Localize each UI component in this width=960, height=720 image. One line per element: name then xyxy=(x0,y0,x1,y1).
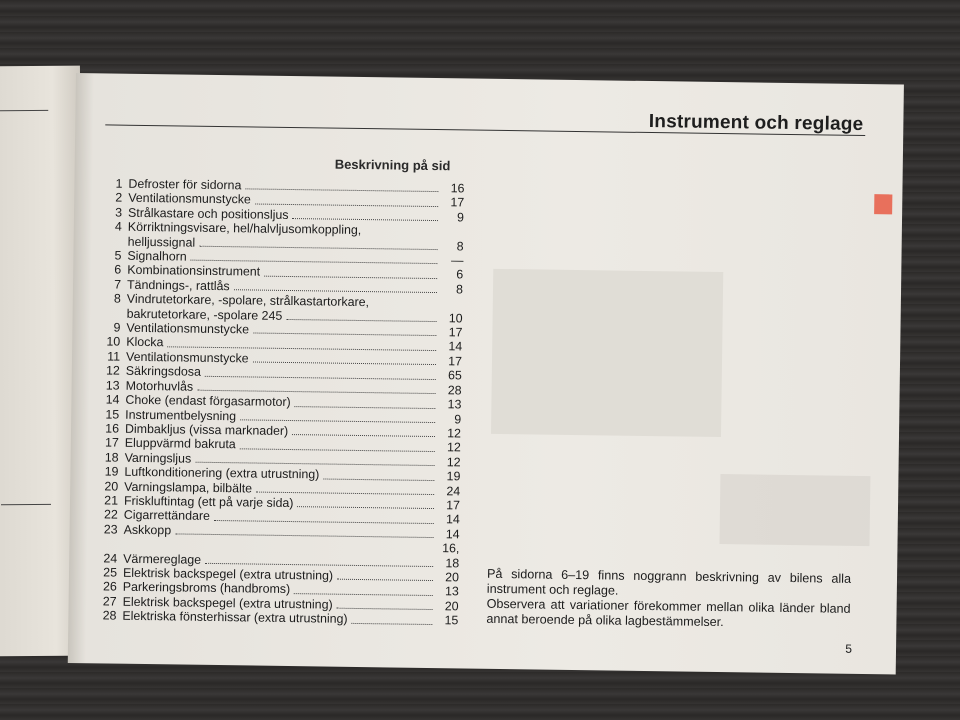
dot-leader xyxy=(337,579,433,581)
toc-item-label: Cigarrettändare xyxy=(123,508,211,524)
toc-item-label: Vindrutetorkare, -spolare, strålkastartorkare, xyxy=(126,291,370,310)
toc-item-label: Friskluftintag (ett på varje sida) xyxy=(123,493,294,511)
page-number: 5 xyxy=(845,641,853,656)
toc-page-ref: 12 xyxy=(447,426,462,441)
manual-page xyxy=(68,73,904,675)
toc-item-number: 14 xyxy=(105,392,120,407)
toc-item-number: 16 xyxy=(105,421,120,436)
toc-item-label: Varningslampa, bilbälte xyxy=(124,479,253,496)
toc-item-label: Defroster för sidorna xyxy=(128,176,242,193)
dot-leader xyxy=(337,608,433,610)
toc-page-ref: 12 xyxy=(446,454,461,470)
dot-leader xyxy=(255,203,438,207)
dot-leader xyxy=(294,593,433,596)
toc-item-number: 1 xyxy=(115,176,123,191)
toc-item-label: Värmereglage xyxy=(123,551,202,567)
toc-item-label: Motorhuvlås xyxy=(125,378,194,394)
left-page-rule xyxy=(1,504,51,505)
toc-page-ref: 16, 18 xyxy=(442,541,460,570)
toc-page-ref: 9 xyxy=(454,411,462,426)
toc-item-number: 22 xyxy=(103,507,118,522)
toc-column-heading: Beskrivning på sid xyxy=(334,156,451,174)
toc-item-number: 15 xyxy=(105,406,120,422)
toc-item-number: 9 xyxy=(113,320,121,335)
toc-item-label-continued: bakrutetorkare, -spolare 245 xyxy=(126,306,283,323)
toc-item-number: 25 xyxy=(103,565,118,580)
toc-page-ref: 14 xyxy=(445,526,460,542)
toc-item-label: Elektrisk backspegel (extra utrustning) xyxy=(122,594,333,612)
note-line: På sidorna 6–19 finns noggrann beskrivning av bilens alla instrument och reglage. xyxy=(486,566,852,598)
toc-item-number: 5 xyxy=(114,248,122,263)
toc-item-label: Körriktningsvisare, hel/halvljusomkoppling, xyxy=(127,219,362,238)
dot-leader xyxy=(245,189,438,193)
dot-leader xyxy=(292,434,435,437)
bleed-through-area xyxy=(719,474,870,546)
dot-leader xyxy=(253,362,436,366)
toc-item-number: 17 xyxy=(104,435,119,450)
dot-leader xyxy=(286,319,436,322)
toc-item-number: 20 xyxy=(104,478,119,494)
toc-item-label: Ventilationsmunstycke xyxy=(125,349,249,366)
toc-item-label-continued: helljussignal xyxy=(127,234,196,250)
toc-page-ref: 6 xyxy=(456,267,464,282)
toc-page-ref: 16 xyxy=(450,181,465,196)
toc-item-number: 26 xyxy=(102,579,117,594)
dot-leader xyxy=(352,622,433,624)
toc-item-label: Signalhorn xyxy=(127,248,187,264)
toc-page-ref: 9 xyxy=(457,210,465,225)
note-paragraph xyxy=(486,567,851,632)
toc-item-number: 24 xyxy=(103,550,118,566)
toc-page-ref: 13 xyxy=(447,397,462,412)
toc-item-number: 11 xyxy=(107,349,121,364)
toc-page-ref: 19 xyxy=(446,469,461,484)
page-title: Instrument och reglage xyxy=(648,111,864,135)
toc-item-label: Askkopp xyxy=(123,522,172,538)
toc-item-number: 6 xyxy=(114,262,122,278)
toc-page-ref: 17 xyxy=(448,354,463,369)
toc-page-ref: 8 xyxy=(456,282,464,297)
toc-page-ref: 17 xyxy=(448,325,463,340)
toc-item-number: 21 xyxy=(104,493,119,508)
toc-page-ref: 15 xyxy=(444,613,459,628)
note-line: Observera att variationer förekommer mellan olika länder bland annat beroende på olika lagbestämmelser. xyxy=(486,596,851,630)
toc-item-label: Säkringsdosa xyxy=(125,364,202,380)
toc-item-label: Ventilationsmunstycke xyxy=(128,191,251,207)
toc-item-label: Varningsljus xyxy=(124,450,192,466)
dot-leader xyxy=(234,289,437,293)
toc-page-ref: 17 xyxy=(450,195,465,210)
left-page-rule xyxy=(0,110,48,111)
toc-item-number: 19 xyxy=(104,464,119,479)
toc-item-number: 4 xyxy=(114,219,122,234)
toc-item-label: Kombinationsinstrument xyxy=(127,263,261,280)
toc-item-label: Elektrisk backspegel (extra utrustning) xyxy=(122,565,334,583)
toc-page-ref: 14 xyxy=(448,339,463,354)
dot-leader xyxy=(253,333,436,337)
toc-item-number: 27 xyxy=(102,594,117,609)
toc-page-ref: 20 xyxy=(445,570,460,585)
toc-item-label: Elektriska fönsterhissar (extra utrustning) xyxy=(122,608,348,627)
dot-leader xyxy=(240,448,435,452)
toc-page-ref: 24 xyxy=(446,483,461,498)
toc-page-ref: 12 xyxy=(446,440,461,455)
toc-page-ref: 28 xyxy=(447,382,462,398)
toc-item-number: 10 xyxy=(106,334,121,350)
toc-item-number: 13 xyxy=(105,378,120,393)
toc-item-number: 28 xyxy=(102,608,117,623)
dot-leader xyxy=(297,506,434,509)
toc-page-ref: 10 xyxy=(448,310,463,326)
toc-page-ref: 14 xyxy=(445,512,460,527)
toc-item-number: 18 xyxy=(104,450,119,465)
dot-leader xyxy=(214,520,434,524)
section-tab-marker xyxy=(874,194,892,214)
toc-item-number: 2 xyxy=(115,190,123,206)
toc-item-label: Klocka xyxy=(126,335,164,350)
dot-leader xyxy=(292,218,438,221)
toc-item-label: Luftkonditionering (extra utrustning) xyxy=(124,464,320,482)
bleed-through-area xyxy=(491,269,723,437)
toc-page-ref: 8 xyxy=(456,238,464,254)
dot-leader xyxy=(323,478,434,481)
toc-item-label: Parkeringsbroms (handbroms) xyxy=(122,580,291,597)
dot-leader xyxy=(256,491,434,494)
toc-item-label: Ventilationsmunstycke xyxy=(126,320,250,337)
toc-item-number: 8 xyxy=(113,291,121,306)
toc-item-label: Eluppvärmd bakruta xyxy=(124,436,236,452)
toc-item-number: 23 xyxy=(103,522,118,537)
toc-page-ref: 20 xyxy=(444,598,459,614)
toc-item-number: 7 xyxy=(114,277,122,292)
toc-page-ref: 13 xyxy=(444,584,459,599)
toc-item-number: 3 xyxy=(115,205,123,220)
table-of-contents xyxy=(98,176,464,628)
dot-leader xyxy=(264,275,437,278)
dot-leader xyxy=(295,406,436,409)
toc-page-ref: 65 xyxy=(447,368,462,383)
toc-item-label: Tändnings-, rattlås xyxy=(126,277,230,294)
toc-page-ref: — xyxy=(450,253,464,268)
toc-item-label: Instrumentbelysning xyxy=(125,407,237,423)
toc-item-label: Dimbakljus (vissa marknader) xyxy=(124,421,289,438)
dot-leader xyxy=(240,419,435,423)
toc-page-ref: 17 xyxy=(446,498,461,513)
toc-item-number: 12 xyxy=(105,363,120,378)
toc-item-label: Strålkastare och positionsljus xyxy=(127,205,289,222)
toc-item-label: Choke (endast förgasarmotor) xyxy=(125,392,291,410)
